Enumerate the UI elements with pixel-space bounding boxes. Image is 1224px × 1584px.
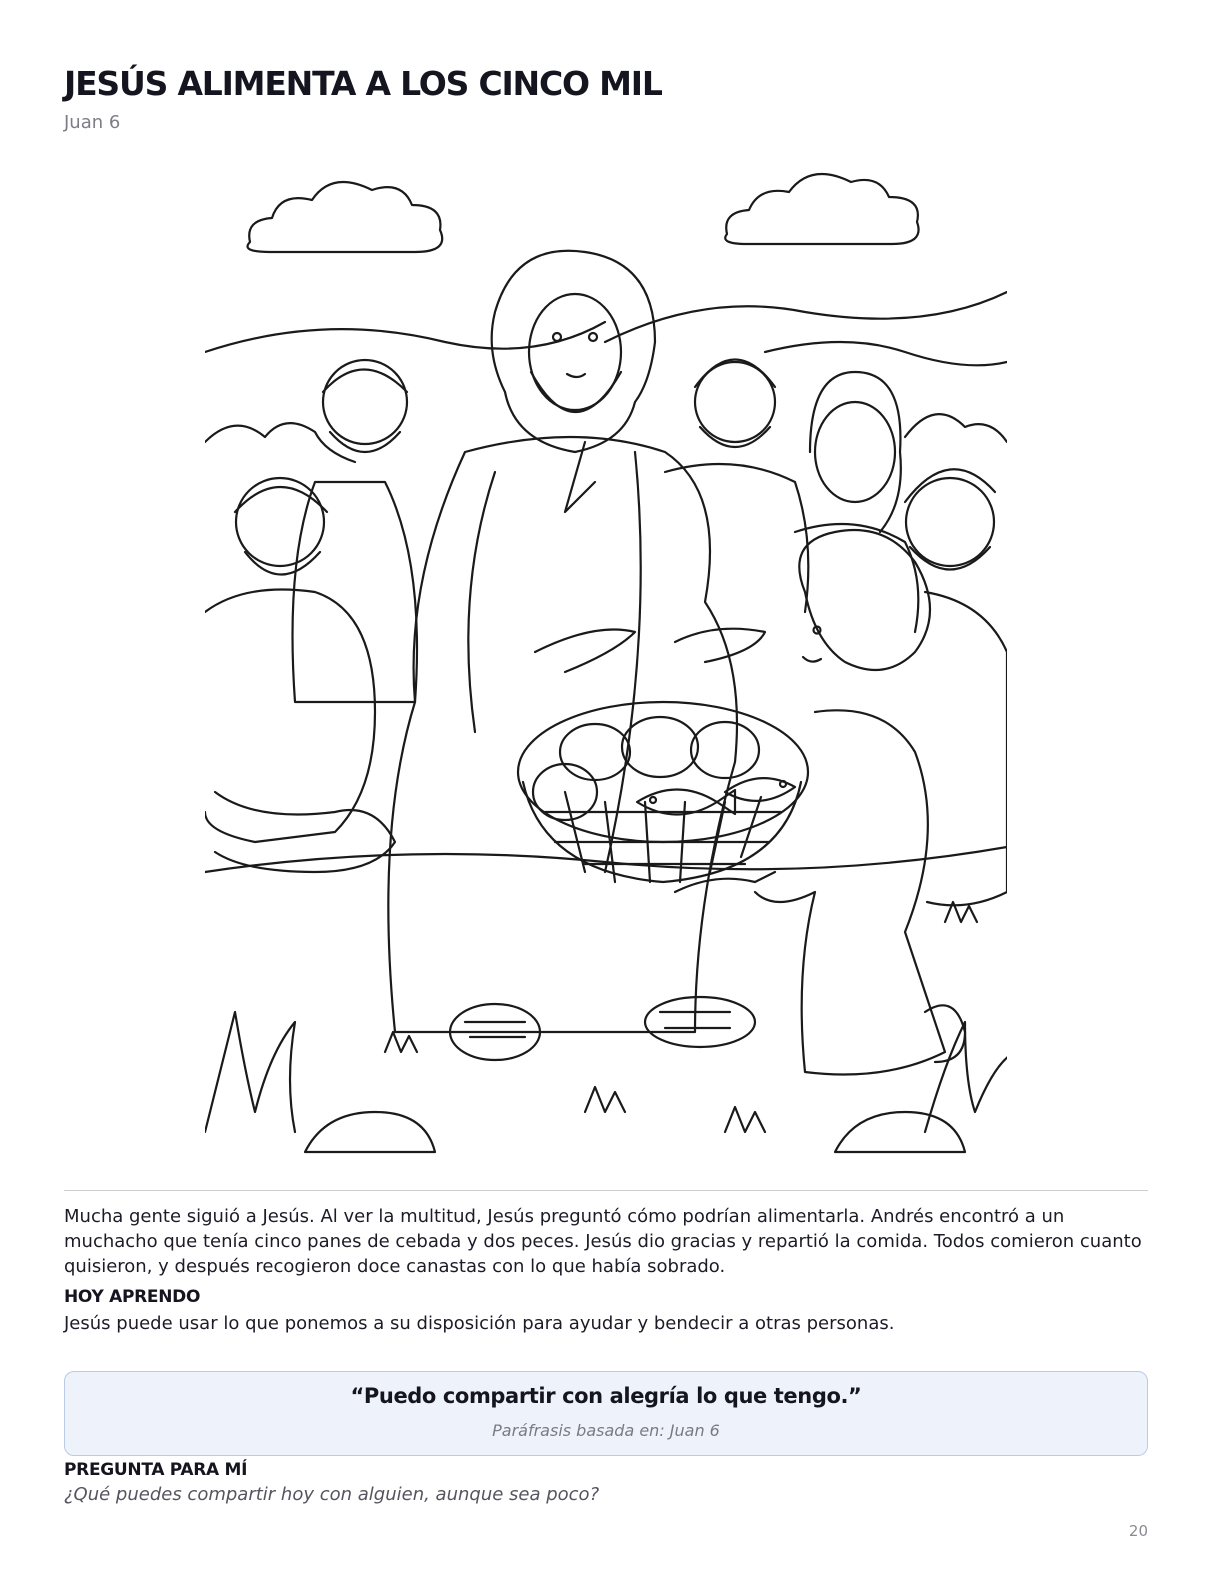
question-text: ¿Qué puedes compartir hoy con alguien, aunque sea poco?	[64, 1484, 600, 1505]
page-number: 20	[1128, 1522, 1148, 1540]
divider	[64, 1190, 1148, 1191]
learn-heading: HOY APRENDO	[64, 1287, 201, 1307]
story-paragraph: Mucha gente siguió a Jesús. Al ver la multitud, Jesús preguntó cómo podrían alimentarla. Andrés encontró a un muchacho que tenía cinco panes de cebada y dos peces. Jesús dio gracias y repartió la comida. Todos comieron cuanto quisieron, y después recogieron doce canastas con lo que había sobrado.	[64, 1206, 1142, 1277]
worksheet-page	[64, 0, 1148, 1584]
question-heading: PREGUNTA PARA MÍ	[64, 1460, 248, 1480]
scripture-reference: Juan 6	[64, 112, 121, 133]
memory-verse-box	[64, 1371, 1148, 1456]
memory-verse: “Puedo compartir con alegría lo que tengo.”	[350, 1384, 862, 1408]
learn-text: Jesús puede usar lo que ponemos a su disposición para ayudar y bendecir a otras personas.	[64, 1313, 895, 1334]
memory-verse-source: Paráfrasis basada en: Juan 6	[492, 1421, 720, 1440]
coloring-illustration	[205, 152, 1007, 1172]
page-title: JESÚS ALIMENTA A LOS CINCO MIL	[64, 64, 662, 103]
